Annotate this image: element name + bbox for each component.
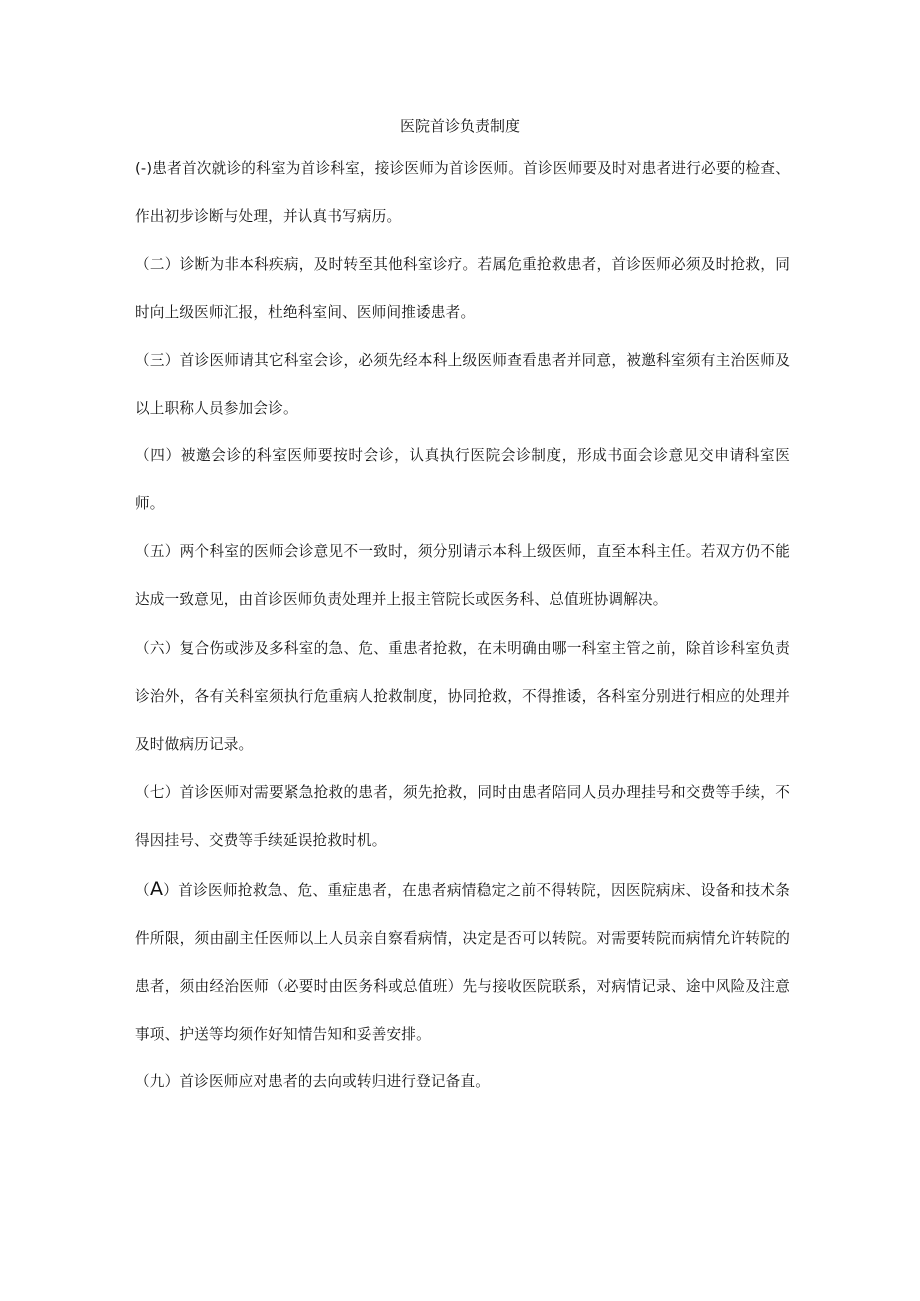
clause-7 [135, 769, 790, 865]
clause-6 [135, 625, 790, 769]
document-title: 医院首诊负责制度 [399, 117, 520, 135]
clause-5 [135, 528, 790, 624]
clause-number: （四） [135, 447, 181, 464]
clause-9 [135, 1058, 790, 1106]
clause-text: 首诊医师应对患者的去向或转归进行登记备直。 [179, 1073, 491, 1090]
clause-8 [135, 865, 790, 1059]
clause-text: 复合伤或涉及多科室的急、危、重患者抢救，在未明确由哪一科室主管之前，除首诊科室负责诊治外，各有关科室须执行危重病人抢救制度，协同抢救，不得推诿，各科室分别进行相应的处理并及时做病历记录。 [135, 640, 790, 753]
clause-number-open: （ [135, 882, 150, 899]
clause-text: 患者首次就诊的科室为首诊科室，接诊医师为首诊医师。首诊医师要及时对患者进行必要的检查、作出初步诊断与处理，并认真书写病历。 [135, 160, 790, 225]
clause-number: （三） [135, 352, 180, 369]
clause-text: 被邀会诊的科室医师要按时会诊，认真执行医院会诊制度，形成书面会诊意见交申请科室医师。 [135, 447, 790, 512]
clause-number-close: ） [163, 882, 179, 899]
clause-4 [135, 432, 790, 528]
clause-text: 首诊医师请其它科室会诊，必须先经本科上级医师查看患者并同意，被邀科室须有主治医师及以上职称人员参加会诊。 [135, 352, 790, 417]
clause-number: （九） [135, 1073, 180, 1090]
clause-2 [135, 241, 790, 337]
clause-text: 诊断为非本科疾病，及时转至其他科室诊疗。若属危重抢救患者，首诊医师必须及时抢救，同时向上级医师汇报，杜绝科室间、医师间推诿患者。 [135, 256, 790, 321]
clause-number-mark: A [149, 878, 164, 900]
clause-number: （二） [135, 256, 180, 273]
clause-number: （七） [135, 784, 180, 801]
clause-number: （六） [135, 640, 180, 657]
clause-text: 首诊医师对需要紧急抢救的患者，须先抢救，同时由患者陪同人员办理挂号和交费等手续，不得因挂号、交费等手续延误抢救时机。 [135, 784, 790, 849]
clause-text: 两个科室的医师会诊意见不一致时，须分别请示本科上级医师，直至本科主任。若双方仍不能达成一致意见，由首诊医师负责处理并上报主管院长或医务科、总值班协调解决。 [135, 543, 790, 608]
clause-number: (-) [135, 160, 153, 177]
clause-3 [135, 337, 790, 433]
clause-number: （五） [135, 543, 180, 560]
clause-text: 首诊医师抢救急、危、重症患者，在患者病情稳定之前不得转院，因医院病床、设备和技术条件所限，须由副主任医师以上人员亲自察看病情，决定是否可以转院。对需要转院而病情允许转院的患者，须由经治医师（必要时由医务科或总值班）先与接收医院联系，对病情记录、途中风险及注意事项、护送等均须作好知情告知和妥善安排。 [135, 882, 790, 1043]
clause-1 [135, 145, 790, 241]
clause-number [135, 878, 179, 900]
